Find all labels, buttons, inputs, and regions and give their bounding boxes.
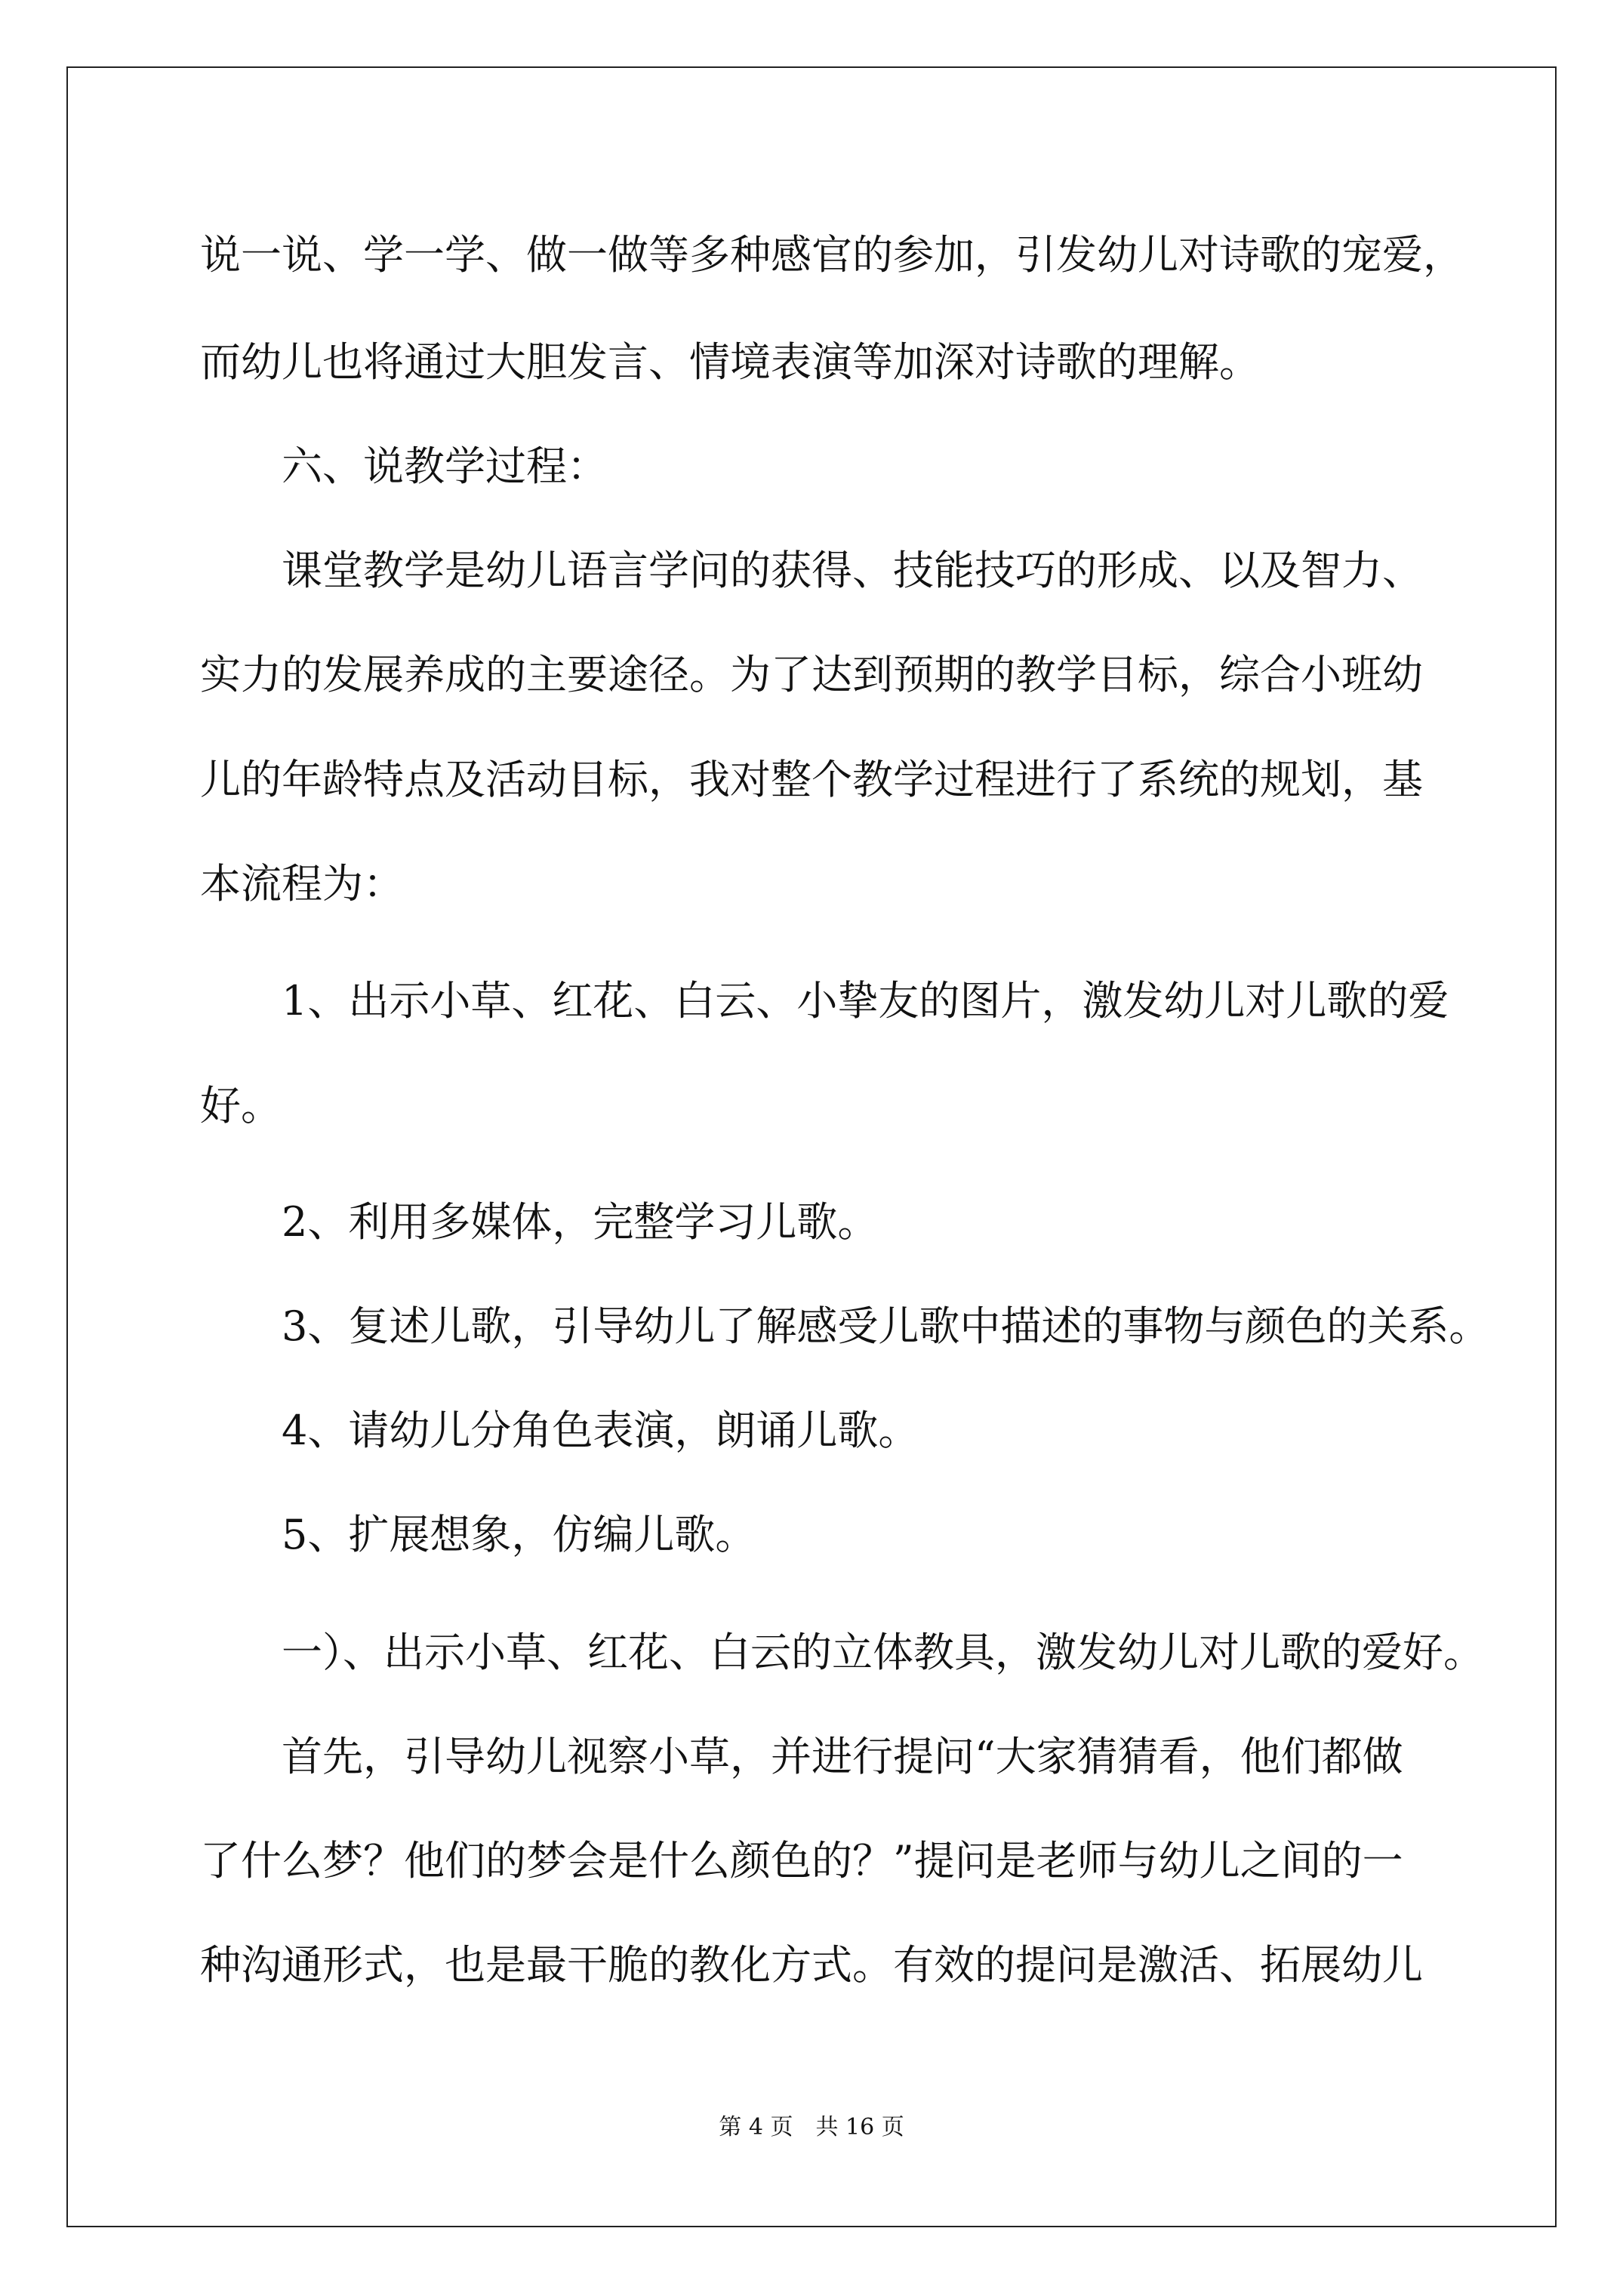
text-line: 了什么梦？他们的梦会是什么颜色的？”提问是老师与幼儿之间的一 <box>200 1837 1403 1885</box>
text-line: 好。 <box>200 1082 282 1130</box>
list-item: 5、扩展想象，仿编儿歌。 <box>282 1511 756 1558</box>
text-line: 本流程为： <box>200 860 404 908</box>
list-item: 2、利用多媒体，完整学习儿歌。 <box>282 1198 879 1246</box>
text-line: 实力的发展养成的主要途径。为了达到预期的教学目标，综合小班幼 <box>200 651 1423 698</box>
subsection-heading: 一）、出示小草、红花、白云的立体教具，激发幼儿对儿歌的爱好。 <box>282 1629 1484 1676</box>
page-border <box>66 66 1557 2227</box>
section-heading: 六、说教学过程： <box>282 442 608 490</box>
text-line: 儿的年龄特点及活动目标，我对整个教学过程进行了系统的规划，基 <box>200 756 1423 803</box>
text-line: 而幼儿也将通过大胆发言、情境表演等加深对诗歌的理解。 <box>200 338 1260 386</box>
list-item: 1、出示小草、红花、白云、小挚友的图片，激发幼儿对儿歌的爱 <box>282 977 1449 1025</box>
text-line: 课堂教学是幼儿语言学问的获得、技能技巧的形成、以及智力、 <box>282 547 1423 594</box>
list-item: 4、请幼儿分角色表演，朗诵儿歌。 <box>282 1407 919 1454</box>
page-number: 第 4 页 共 16 页 <box>719 2114 904 2140</box>
list-item: 3、复述儿歌，引导幼儿了解感受儿歌中描述的事物与颜色的关系。 <box>282 1302 1490 1350</box>
text-line: 说一说、学一学、做一做等多种感官的参加，引发幼儿对诗歌的宠爱， <box>200 231 1464 279</box>
text-line: 种沟通形式，也是最干脆的教化方式。有效的提问是激活、拓展幼儿 <box>200 1941 1423 1989</box>
text-line: 首先，引导幼儿视察小草，并进行提问“大家猜猜看，他们都做 <box>282 1733 1403 1780</box>
